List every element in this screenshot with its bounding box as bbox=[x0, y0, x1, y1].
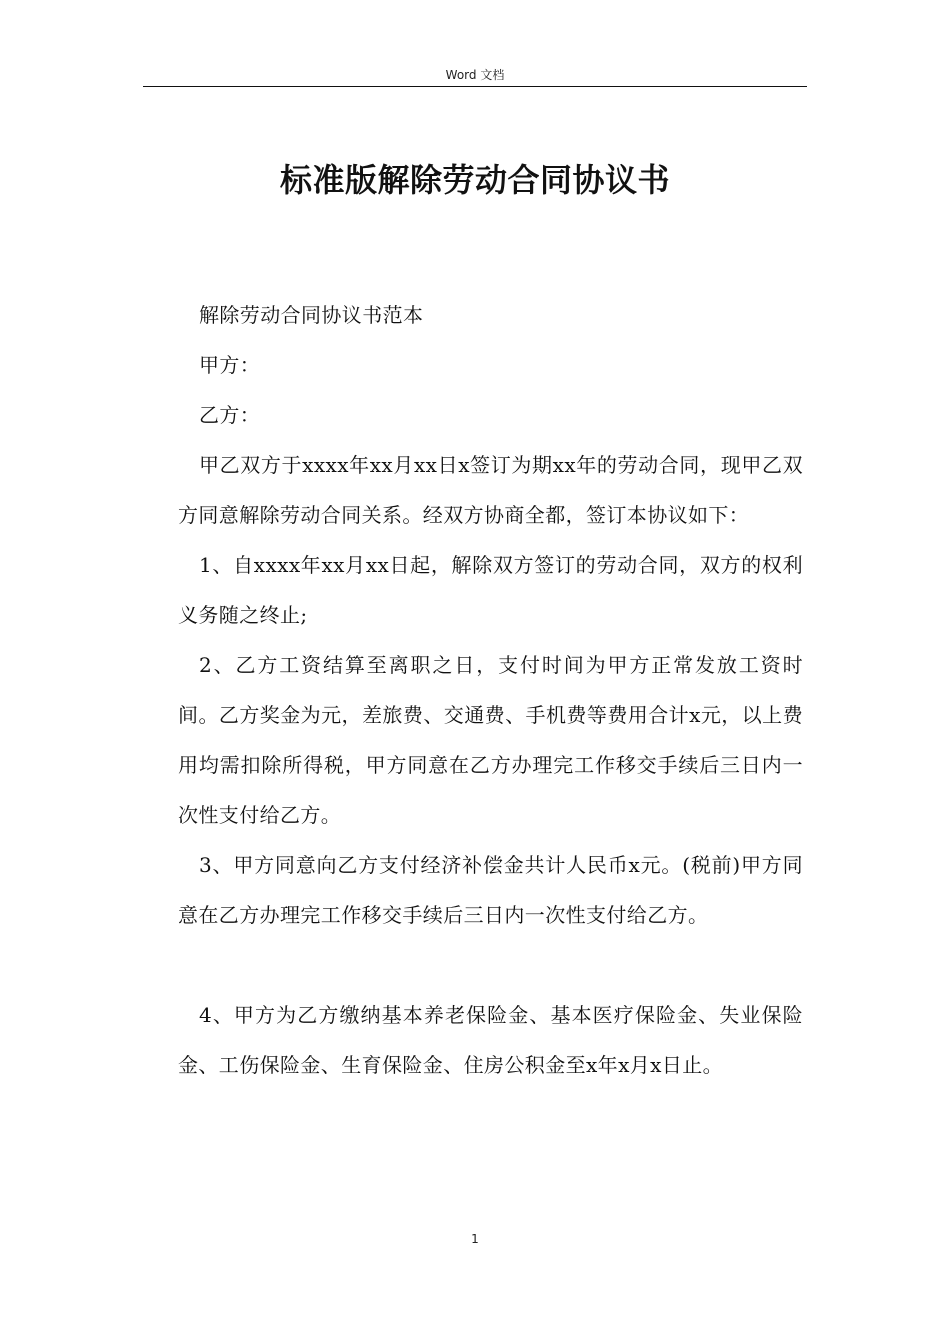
document-body bbox=[178, 290, 803, 1090]
paragraph-party-b: 乙方： bbox=[199, 403, 261, 427]
paragraph-clause-3: 3、甲方同意向乙方支付经济补偿金共计人民币x元。(税前)甲方同意在乙方办理完工作移交手续后三日内一次性支付给乙方。 bbox=[178, 853, 803, 927]
paragraph-preamble: 甲乙双方于xxxx年xx月xx日x签订为期xx年的劳动合同，现甲乙双方同意解除劳动合同关系。经双方协商全都，签订本协议如下： bbox=[178, 453, 803, 527]
paragraph-spacer bbox=[178, 940, 803, 990]
paragraph-clause-4: 4、甲方为乙方缴纳基本养老保险金、基本医疗保险金、失业保险金、工伤保险金、生育保险金、住房公积金至x年x月x日止。 bbox=[178, 1003, 803, 1077]
paragraph-template-heading: 解除劳动合同协议书范本 bbox=[199, 303, 424, 327]
paragraph-clause-2: 2、乙方工资结算至离职之日，支付时间为甲方正常发放工资时间。乙方奖金为元，差旅费、交通费、手机费等费用合计x元，以上费用均需扣除所得税，甲方同意在乙方办理完工作移交手续后三日内一次性支付给乙方。 bbox=[178, 653, 803, 827]
document-title: 标准版解除劳动合同协议书 bbox=[279, 161, 670, 199]
paragraph-party-a: 甲方： bbox=[199, 353, 261, 377]
page-number: 1 bbox=[471, 1232, 479, 1246]
paragraph-clause-1: 1、自xxxx年xx月xx日起，解除双方签订的劳动合同，双方的权利义务随之终止; bbox=[178, 553, 803, 627]
header-divider bbox=[143, 86, 807, 87]
page-header: Word 文档 bbox=[445, 68, 505, 82]
